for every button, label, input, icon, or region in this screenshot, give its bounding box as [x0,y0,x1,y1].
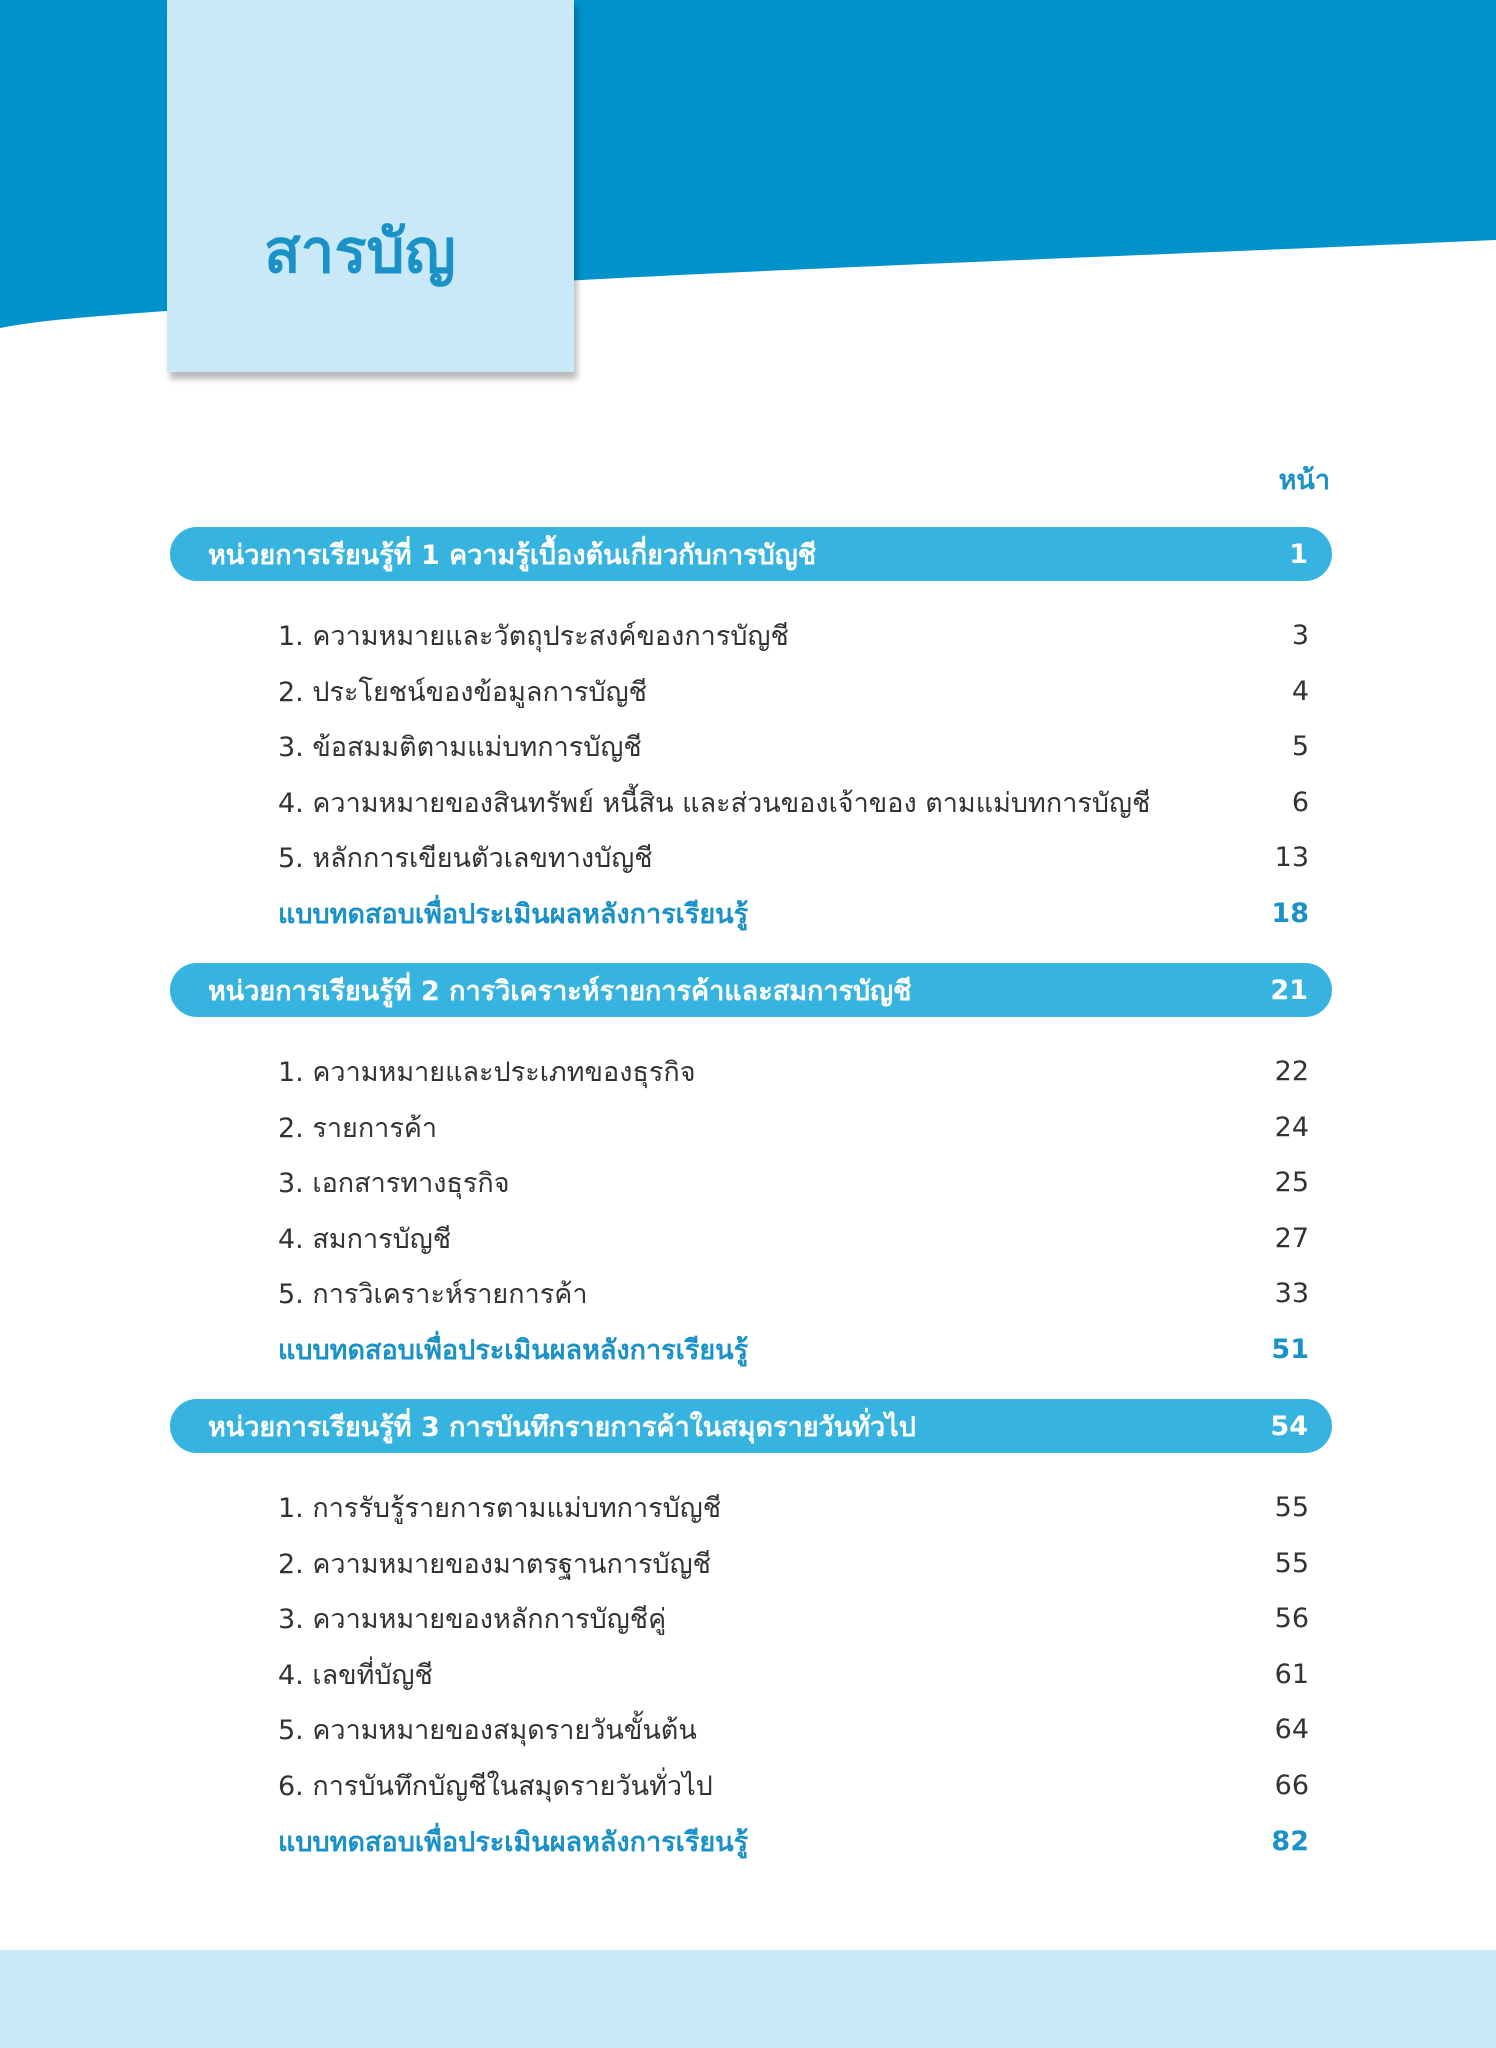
unit-page-number: 1 [1289,538,1308,570]
toc-entry-page: 13 [1274,841,1309,873]
unit-1-header[interactable] [170,527,1332,581]
page-column-label: หน้า [1278,465,1330,496]
toc-entry[interactable] [278,837,1309,877]
unit-3-header[interactable] [170,1399,1332,1453]
toc-entry-label: 1. การรับรู้รายการตามแม่บทการบัญชี [278,1492,722,1524]
quiz-label: แบบทดสอบเพื่อประเมินผลหลังการเรียนรู้ [278,1826,749,1858]
toc-entry[interactable] [278,671,1309,711]
toc-entry-page: 27 [1274,1222,1309,1254]
toc-entry[interactable] [278,1218,1309,1258]
quiz-page: 18 [1271,897,1309,929]
toc-quiz-entry[interactable] [278,1821,1309,1861]
unit-title: หน่วยการเรียนรู้ที่ 3 การบันทึกรายการค้าในสมุดรายวันทั่วไป [208,1411,916,1443]
toc-entry-page: 5 [1291,730,1309,762]
unit-title: หน่วยการเรียนรู้ที่ 2 การวิเคราะห์รายการค้าและสมการบัญชี [208,975,912,1007]
toc-entry-page: 64 [1274,1713,1309,1745]
toc-entry-label: 2. ความหมายของมาตรฐานการบัญชี [278,1548,711,1580]
unit-page-number: 54 [1270,1410,1308,1442]
toc-entry-page: 6 [1291,786,1309,818]
toc-entry-page: 22 [1274,1055,1309,1087]
toc-entry-label: 4. ความหมายของสินทรัพย์ หนี้สิน และส่วนของเจ้าของ ตามแม่บทการบัญชี [278,787,1151,819]
toc-entry[interactable] [278,615,1309,655]
toc-entry[interactable] [278,1487,1309,1527]
toc-entry-page: 66 [1274,1769,1309,1801]
toc-entry-page: 61 [1274,1658,1309,1690]
toc-entry-page: 33 [1274,1277,1309,1309]
toc-entry[interactable] [278,1709,1309,1749]
toc-entry[interactable] [278,1654,1309,1694]
toc-entry-page: 55 [1274,1491,1309,1523]
quiz-label: แบบทดสอบเพื่อประเมินผลหลังการเรียนรู้ [278,898,749,930]
title-card [167,0,574,372]
quiz-page: 51 [1271,1333,1309,1365]
toc-entry[interactable] [278,1598,1309,1638]
toc-quiz-entry[interactable] [278,893,1309,933]
toc-entry-label: 5. ความหมายของสมุดรายวันขั้นต้น [278,1714,697,1746]
toc-entry-label: 6. การบันทึกบัญชีในสมุดรายวันทั่วไป [278,1770,713,1802]
toc-entry-page: 55 [1274,1547,1309,1579]
toc-entry-label: 4. สมการบัญชี [278,1223,452,1255]
toc-entry-page: 4 [1291,675,1309,707]
toc-entry[interactable] [278,782,1309,822]
toc-entry-label: 3. ความหมายของหลักการบัญชีคู่ [278,1603,667,1635]
toc-entry[interactable] [278,726,1309,766]
unit-page-number: 21 [1270,974,1308,1006]
toc-entry-page: 56 [1274,1602,1309,1634]
toc-entry[interactable] [278,1543,1309,1583]
toc-entry-label: 4. เลขที่บัญชี [278,1659,433,1691]
toc-entry-page: 25 [1274,1166,1309,1198]
toc-entry-label: 1. ความหมายและวัตถุประสงค์ของการบัญชี [278,620,789,652]
unit-title: หน่วยการเรียนรู้ที่ 1 ความรู้เบื้องต้นเกี่ยวกับการบัญชี [208,539,817,571]
toc-entry-page: 24 [1274,1111,1309,1143]
toc-entry-label: 2. ประโยชน์ของข้อมูลการบัญชี [278,676,647,708]
toc-entry-label: 5. หลักการเขียนตัวเลขทางบัญชี [278,842,653,874]
toc-entry-page: 3 [1291,619,1309,651]
toc-quiz-entry[interactable] [278,1329,1309,1369]
toc-entry[interactable] [278,1162,1309,1202]
footer-band [0,1950,1496,2048]
quiz-label: แบบทดสอบเพื่อประเมินผลหลังการเรียนรู้ [278,1334,749,1366]
toc-entry[interactable] [278,1051,1309,1091]
toc-entry-label: 1. ความหมายและประเภทของธุรกิจ [278,1056,696,1088]
toc-entry-label: 3. เอกสารทางธุรกิจ [278,1167,510,1199]
quiz-page: 82 [1271,1825,1309,1857]
toc-entry[interactable] [278,1765,1309,1805]
toc-entry[interactable] [278,1273,1309,1313]
page-title: สารบัญ [264,217,456,287]
unit-2-header[interactable] [170,963,1332,1017]
toc-entry[interactable] [278,1107,1309,1147]
toc-entry-label: 5. การวิเคราะห์รายการค้า [278,1278,588,1310]
toc-entry-label: 2. รายการค้า [278,1112,438,1144]
toc-entry-label: 3. ข้อสมมติตามแม่บทการบัญชี [278,731,642,763]
